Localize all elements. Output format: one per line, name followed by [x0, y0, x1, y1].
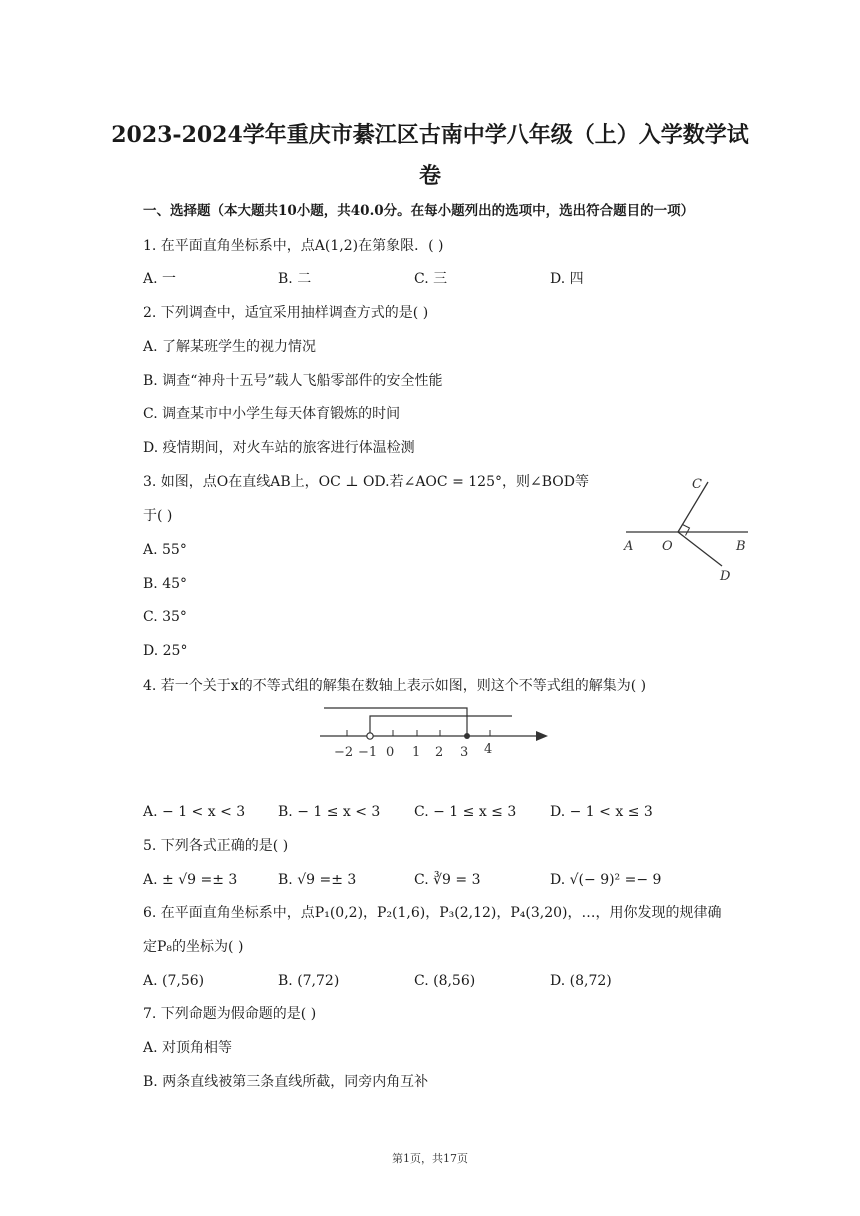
q3-option-a: A. 55° [143, 542, 187, 558]
q3-option-d: D. 25° [143, 643, 188, 659]
label-c: C [692, 477, 702, 492]
label-a: A [624, 539, 634, 554]
question-5: 5. 下列各式正确的是( ) [143, 838, 289, 854]
question-7: 7. 下列命题为假命题的是( ) [143, 1006, 317, 1022]
q4-option-d: D. − 1 < x ≤ 3 [550, 804, 653, 820]
label-b: B [736, 539, 746, 554]
q4-number-line [310, 698, 560, 768]
q1-option-a: A. 一 [143, 271, 177, 287]
q7-option-b: B. 两条直线被第三条直线所截，同旁内角互补 [143, 1074, 429, 1090]
q1-option-b: B. 二 [278, 271, 312, 287]
q6-option-c: C. (8,56) [414, 973, 476, 989]
tick-neg1: −1 [358, 745, 378, 760]
question-3-line-1: 3. 如图，点O在直线AB上，OC ⊥ OD.若∠AOC = 125°，则∠BOD等 [143, 474, 589, 490]
question-3-line-2: 于( ) [143, 508, 173, 524]
q4-option-a: A. − 1 < x < 3 [143, 804, 246, 820]
q1-option-c: C. 三 [414, 271, 448, 287]
label-o: O [662, 539, 673, 554]
q6-option-d: D. (8,72) [550, 973, 612, 989]
question-4: 4. 若一个关于x的不等式组的解集在数轴上表示如图，则这个不等式组的解集为( ) [143, 678, 647, 694]
tick-2: 2 [435, 745, 444, 760]
q2-option-a: A. 了解某班学生的视力情况 [143, 339, 317, 355]
tick-3: 3 [460, 745, 469, 760]
q4-option-b: B. − 1 ≤ x < 3 [278, 804, 381, 820]
q6-option-a: A. (7,56) [143, 973, 205, 989]
q5-option-c: C. ∛9 = 3 [414, 872, 481, 888]
q3-option-c: C. 35° [143, 609, 187, 625]
q3-angle-figure [618, 470, 758, 590]
q5-option-a: A. ± √9 =± 3 [143, 872, 238, 888]
q3-option-b: B. 45° [143, 576, 188, 592]
title-line-1: 2023-2024学年重庆市綦江区古南中学八年级（上）入学数学试 [111, 122, 749, 148]
question-6-line-1: 6. 在平面直角坐标系中，点P₁(0,2)，P₂(1,6)，P₃(2,12)，P₄(3,20)，…，用你发现的规律确 [143, 905, 722, 921]
q2-option-d: D. 疫情期间，对火车站的旅客进行体温检测 [143, 440, 415, 456]
tick-4: 4 [484, 742, 493, 757]
q2-option-b: B. 调查“神舟十五号”载人飞船零部件的安全性能 [143, 373, 443, 389]
q7-option-a: A. 对顶角相等 [143, 1040, 233, 1056]
question-2: 2. 下列调查中，适宜采用抽样调查方式的是( ) [143, 305, 429, 321]
section-heading: 一、选择题（本大题共10小题，共40.0分。在每小题列出的选项中，选出符合题目的一项） [143, 203, 695, 219]
q2-option-c: C. 调查某市中小学生每天体育锻炼的时间 [143, 406, 401, 422]
q5-option-d: D. √(− 9)² =− 9 [550, 872, 662, 888]
title-line-2: 卷 [418, 163, 441, 189]
q1-option-d: D. 四 [550, 271, 584, 287]
q5-option-b: B. √9 =± 3 [278, 872, 357, 888]
tick-1: 1 [412, 745, 421, 760]
tick-neg2: −2 [334, 745, 354, 760]
question-1: 1. 在平面直角坐标系中，点A(1,2)在第象限．( ) [143, 238, 444, 254]
q6-option-b: B. (7,72) [278, 973, 340, 989]
q4-option-c: C. − 1 ≤ x ≤ 3 [414, 804, 517, 820]
page-footer: 第1页，共17页 [392, 1152, 468, 1165]
tick-0: 0 [386, 745, 395, 760]
label-d: D [720, 569, 731, 584]
question-6-line-2: 定P₈的坐标为( ) [143, 939, 244, 955]
